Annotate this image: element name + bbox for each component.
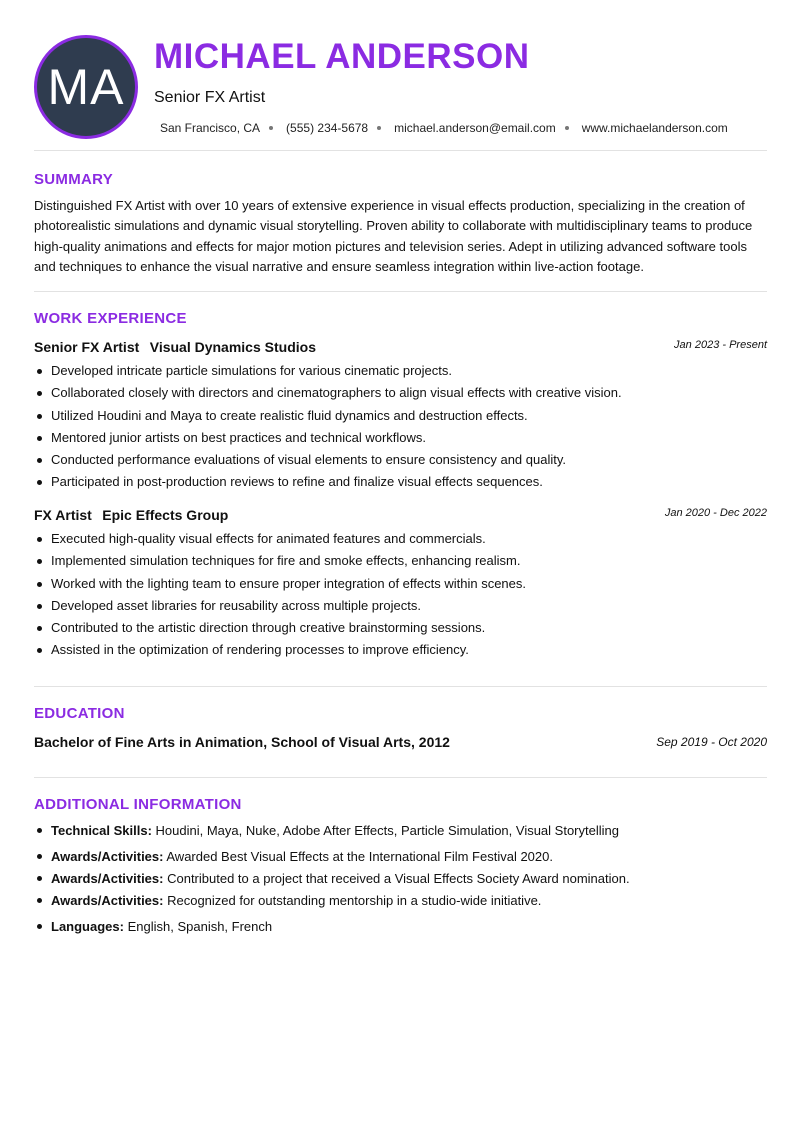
info-label: Awards/Activities: xyxy=(51,871,164,886)
contact-location: San Francisco, CA xyxy=(160,121,261,135)
divider xyxy=(34,291,767,292)
candidate-title: Senior FX Artist xyxy=(154,89,266,106)
summary-heading: SUMMARY xyxy=(34,171,114,188)
list-item: Contributed to the artistic direction through creative brainstorming sessions. xyxy=(34,617,774,639)
candidate-name: MICHAEL ANDERSON xyxy=(154,37,530,76)
education-date: Sep 2019 - Oct 2020 xyxy=(656,735,767,749)
job-role: Senior FX Artist xyxy=(34,339,140,355)
list-item: Executed high-quality visual effects for animated features and commercials. xyxy=(34,528,774,550)
job-date: Jan 2023 - Present xyxy=(674,339,767,351)
contact-email[interactable]: michael.anderson@email.com xyxy=(394,121,556,135)
list-item: Mentored junior artists on best practices and technical workflows. xyxy=(34,427,774,449)
list-item xyxy=(34,820,774,846)
summary-text: Distinguished FX Artist with over 10 years of extensive experience in visual effects production, specializing in the creation of photorealistic simulations and dynamic visual storytelling. Proven ability to collaborate with multidisciplinary teams to produce high-quality animations and effects for major motion pictures and television series. Adept in utilizing advanced software tools and techniques to enhance the visual narrative and ensure seamless integration within live-action footage. xyxy=(34,198,753,274)
list-item xyxy=(34,846,774,868)
divider xyxy=(34,686,767,687)
separator-dot xyxy=(565,126,569,130)
list-item: Participated in post-production reviews to refine and finalize visual effects sequences. xyxy=(34,471,774,493)
additional-heading: ADDITIONAL INFORMATION xyxy=(34,796,242,813)
list-item: Assisted in the optimization of rendering processes to improve efficiency. xyxy=(34,639,774,661)
education-degree: Bachelor of Fine Arts in Animation, School of Visual Arts, 2012 xyxy=(34,734,450,750)
list-item xyxy=(34,868,774,890)
job-bullets xyxy=(34,360,774,494)
education-heading: EDUCATION xyxy=(34,705,125,722)
list-item: Developed intricate particle simulations for various cinematic projects. xyxy=(34,360,774,382)
job-role: FX Artist xyxy=(34,507,92,523)
avatar-initials: MA xyxy=(47,59,125,115)
info-label: Awards/Activities: xyxy=(51,893,164,908)
job-date: Jan 2020 - Dec 2022 xyxy=(664,507,767,519)
additional-list xyxy=(34,820,774,938)
job-company: Visual Dynamics Studios xyxy=(149,339,316,355)
contact-website[interactable]: www.michaelanderson.com xyxy=(581,121,728,135)
job-header xyxy=(34,338,767,356)
info-text: English, Spanish, French xyxy=(127,919,273,934)
contact-phone: (555) 234-5678 xyxy=(286,121,369,135)
list-item: Worked with the lighting team to ensure proper integration of effects within scenes. xyxy=(34,573,774,595)
info-text: Houdini, Maya, Nuke, Adobe After Effects, Particle Simulation, Visual Storytelling xyxy=(155,823,619,838)
experience-heading: WORK EXPERIENCE xyxy=(34,310,187,327)
info-label: Languages: xyxy=(51,919,124,934)
list-item xyxy=(34,916,774,938)
contact-line xyxy=(160,120,728,136)
info-text: Contributed to a project that received a Visual Effects Society Award nomination. xyxy=(167,871,630,886)
divider xyxy=(34,777,767,778)
education-entry xyxy=(34,734,767,752)
list-item xyxy=(34,890,774,916)
list-item: Conducted performance evaluations of visual elements to ensure consistency and quality. xyxy=(34,449,774,471)
info-label: Technical Skills: xyxy=(51,823,152,838)
info-text: Recognized for outstanding mentorship in a studio-wide initiative. xyxy=(167,893,542,908)
list-item: Collaborated closely with directors and cinematographers to align visual effects with creative vision. xyxy=(34,382,774,404)
job-header xyxy=(34,506,767,524)
divider xyxy=(34,150,767,151)
job-company: Epic Effects Group xyxy=(102,507,229,523)
resume-header xyxy=(0,0,800,150)
info-text: Awarded Best Visual Effects at the International Film Festival 2020. xyxy=(166,849,553,864)
list-item: Utilized Houdini and Maya to create realistic fluid dynamics and destruction effects. xyxy=(34,405,774,427)
avatar xyxy=(34,35,138,139)
info-label: Awards/Activities: xyxy=(51,849,164,864)
list-item: Developed asset libraries for reusability across multiple projects. xyxy=(34,595,774,617)
job-bullets xyxy=(34,528,774,662)
separator-dot xyxy=(269,126,273,130)
separator-dot xyxy=(377,126,381,130)
list-item: Implemented simulation techniques for fire and smoke effects, enhancing realism. xyxy=(34,550,774,572)
